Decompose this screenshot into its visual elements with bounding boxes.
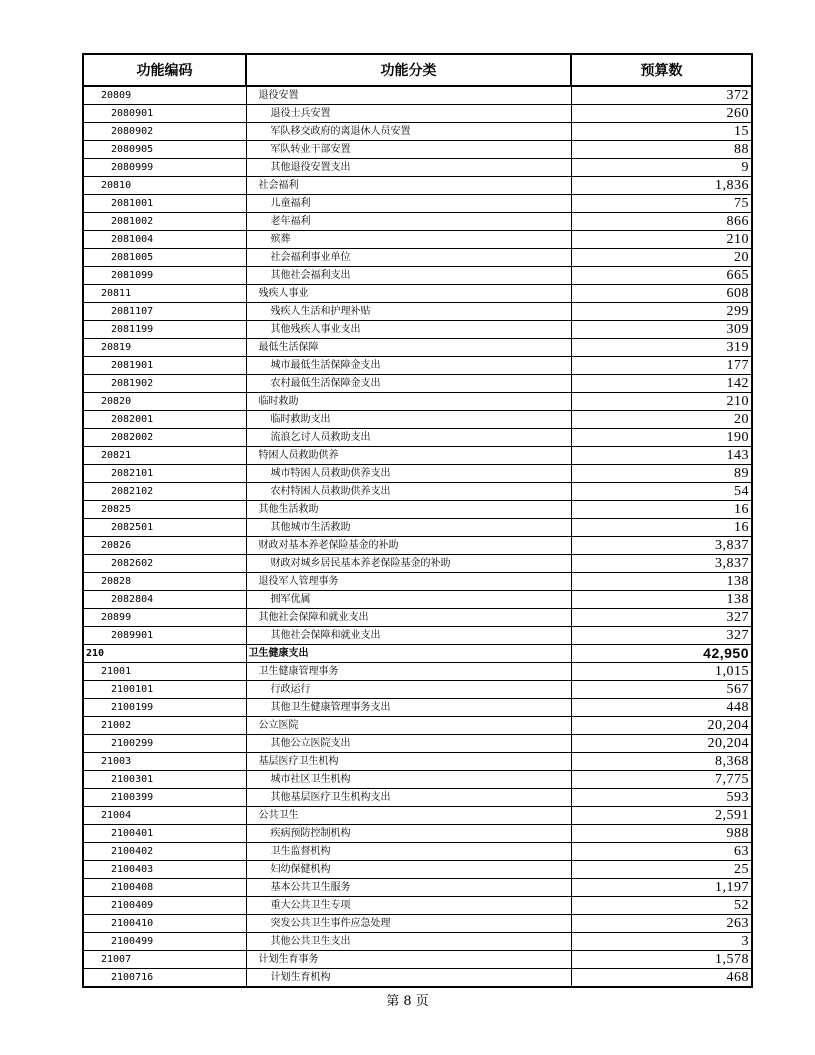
function-code-cell: 2082602	[83, 555, 246, 573]
budget-amount-cell: 468	[571, 969, 752, 988]
function-category-cell: 农村最低生活保障金支出	[246, 375, 571, 393]
function-code-cell: 2080999	[83, 159, 246, 177]
budget-amount-cell: 988	[571, 825, 752, 843]
budget-amount-cell: 9	[571, 159, 752, 177]
table-row	[83, 213, 752, 231]
table-row	[83, 879, 752, 897]
function-category-cell: 卫生健康支出	[246, 645, 571, 663]
table-row	[83, 86, 752, 105]
function-code-cell: 2080905	[83, 141, 246, 159]
budget-amount-cell: 75	[571, 195, 752, 213]
function-code-cell: 21001	[83, 663, 246, 681]
table-row	[83, 357, 752, 375]
budget-amount-cell: 63	[571, 843, 752, 861]
budget-amount-cell: 263	[571, 915, 752, 933]
function-code-cell: 2100403	[83, 861, 246, 879]
budget-amount-cell: 20	[571, 249, 752, 267]
function-category-cell: 公共卫生	[246, 807, 571, 825]
function-category-cell: 临时救助	[246, 393, 571, 411]
table-row	[83, 915, 752, 933]
budget-amount-cell: 142	[571, 375, 752, 393]
table-row	[83, 177, 752, 195]
budget-amount-cell: 3,837	[571, 555, 752, 573]
function-code-cell: 2080902	[83, 123, 246, 141]
budget-amount-cell: 665	[571, 267, 752, 285]
table-row	[83, 699, 752, 717]
function-category-cell: 妇幼保健机构	[246, 861, 571, 879]
function-category-cell: 财政对基本养老保险基金的补助	[246, 537, 571, 555]
function-category-cell: 流浪乞讨人员救助支出	[246, 429, 571, 447]
budget-amount-cell: 608	[571, 285, 752, 303]
budget-amount-cell: 327	[571, 627, 752, 645]
function-code-cell: 2082101	[83, 465, 246, 483]
function-category-cell: 残疾人生活和护理补贴	[246, 303, 571, 321]
function-category-cell: 基层医疗卫生机构	[246, 753, 571, 771]
budget-amount-cell: 866	[571, 213, 752, 231]
table-row	[83, 843, 752, 861]
function-code-cell: 2100399	[83, 789, 246, 807]
budget-amount-cell: 327	[571, 609, 752, 627]
function-category-cell: 临时救助支出	[246, 411, 571, 429]
function-category-cell: 其他社会福利支出	[246, 267, 571, 285]
function-category-cell: 退役士兵安置	[246, 105, 571, 123]
table-row	[83, 537, 752, 555]
budget-amount-cell: 190	[571, 429, 752, 447]
function-code-cell: 20820	[83, 393, 246, 411]
function-code-cell: 2082501	[83, 519, 246, 537]
function-category-cell: 其他公立医院支出	[246, 735, 571, 753]
table-row	[83, 717, 752, 735]
function-category-cell: 其他生活救助	[246, 501, 571, 519]
table-row	[83, 483, 752, 501]
table-row	[83, 627, 752, 645]
function-code-cell: 2082001	[83, 411, 246, 429]
table-row	[83, 411, 752, 429]
table-row	[83, 663, 752, 681]
budget-amount-cell: 20,204	[571, 717, 752, 735]
function-category-cell: 拥军优属	[246, 591, 571, 609]
budget-amount-cell: 2,591	[571, 807, 752, 825]
budget-amount-cell: 3	[571, 933, 752, 951]
budget-amount-cell: 567	[571, 681, 752, 699]
table-row	[83, 429, 752, 447]
table-body	[83, 86, 752, 987]
function-category-cell: 其他城市生活救助	[246, 519, 571, 537]
function-code-cell: 2081099	[83, 267, 246, 285]
table-row	[83, 753, 752, 771]
function-code-cell: 20899	[83, 609, 246, 627]
function-code-cell: 2081005	[83, 249, 246, 267]
table-row	[83, 897, 752, 915]
table-header-row	[83, 54, 752, 86]
budget-amount-cell: 20,204	[571, 735, 752, 753]
function-category-cell: 儿童福利	[246, 195, 571, 213]
budget-amount-cell: 15	[571, 123, 752, 141]
budget-amount-cell: 1,015	[571, 663, 752, 681]
function-code-cell: 2081902	[83, 375, 246, 393]
budget-amount-cell: 372	[571, 86, 752, 105]
function-code-cell: 2100199	[83, 699, 246, 717]
table-row	[83, 321, 752, 339]
table-row	[83, 249, 752, 267]
function-code-cell: 21004	[83, 807, 246, 825]
function-code-cell: 21003	[83, 753, 246, 771]
function-code-cell: 2100410	[83, 915, 246, 933]
function-code-cell: 20826	[83, 537, 246, 555]
table-row	[83, 393, 752, 411]
function-code-cell: 2100301	[83, 771, 246, 789]
function-code-cell: 2081199	[83, 321, 246, 339]
function-code-cell: 2100408	[83, 879, 246, 897]
table-row	[83, 825, 752, 843]
table-row	[83, 285, 752, 303]
budget-table	[82, 53, 753, 988]
function-category-cell: 特困人员救助供养	[246, 447, 571, 465]
table-row	[83, 681, 752, 699]
function-code-cell: 2081001	[83, 195, 246, 213]
function-category-cell: 军队转业干部安置	[246, 141, 571, 159]
function-category-cell: 卫生监督机构	[246, 843, 571, 861]
function-code-cell: 20811	[83, 285, 246, 303]
function-code-cell: 2081901	[83, 357, 246, 375]
function-category-cell: 残疾人事业	[246, 285, 571, 303]
function-category-cell: 退役安置	[246, 86, 571, 105]
function-category-cell: 公立医院	[246, 717, 571, 735]
function-category-cell: 计划生育事务	[246, 951, 571, 969]
function-category-cell: 殡葬	[246, 231, 571, 249]
function-category-cell: 其他残疾人事业支出	[246, 321, 571, 339]
table-row	[83, 105, 752, 123]
function-code-cell: 2100716	[83, 969, 246, 988]
function-category-cell: 最低生活保障	[246, 339, 571, 357]
table-row	[83, 141, 752, 159]
table-row	[83, 933, 752, 951]
budget-amount-cell: 210	[571, 393, 752, 411]
function-category-cell: 其他社会保障和就业支出	[246, 609, 571, 627]
function-category-cell: 计划生育机构	[246, 969, 571, 988]
table-row	[83, 969, 752, 988]
budget-amount-cell: 8,368	[571, 753, 752, 771]
budget-amount-cell: 25	[571, 861, 752, 879]
budget-amount-cell: 299	[571, 303, 752, 321]
function-code-cell: 20809	[83, 86, 246, 105]
table-row	[83, 771, 752, 789]
budget-amount-cell: 138	[571, 591, 752, 609]
function-category-cell: 社会福利	[246, 177, 571, 195]
budget-amount-cell: 177	[571, 357, 752, 375]
function-code-cell: 2082102	[83, 483, 246, 501]
table-row	[83, 951, 752, 969]
table-row	[83, 609, 752, 627]
budget-amount-cell: 54	[571, 483, 752, 501]
function-code-cell: 2100499	[83, 933, 246, 951]
function-category-cell: 财政对城乡居民基本养老保险基金的补助	[246, 555, 571, 573]
function-category-cell: 城市最低生活保障金支出	[246, 357, 571, 375]
function-category-cell: 突发公共卫生事件应急处理	[246, 915, 571, 933]
function-category-cell: 其他社会保障和就业支出	[246, 627, 571, 645]
table-row	[83, 555, 752, 573]
function-category-cell: 行政运行	[246, 681, 571, 699]
function-category-cell: 老年福利	[246, 213, 571, 231]
table-row	[83, 339, 752, 357]
function-category-cell: 退役军人管理事务	[246, 573, 571, 591]
budget-amount-cell: 20	[571, 411, 752, 429]
table-row	[83, 123, 752, 141]
budget-sheet	[82, 53, 751, 988]
budget-amount-cell: 319	[571, 339, 752, 357]
table-row	[83, 789, 752, 807]
table-row	[83, 735, 752, 753]
function-category-cell: 基本公共卫生服务	[246, 879, 571, 897]
function-category-cell: 社会福利事业单位	[246, 249, 571, 267]
function-category-cell: 疾病预防控制机构	[246, 825, 571, 843]
function-code-cell: 2100402	[83, 843, 246, 861]
budget-amount-cell: 16	[571, 501, 752, 519]
table-row	[83, 645, 752, 663]
budget-amount-cell: 1,578	[571, 951, 752, 969]
function-code-cell: 2082002	[83, 429, 246, 447]
table-row	[83, 159, 752, 177]
table-row	[83, 573, 752, 591]
function-code-cell: 2089901	[83, 627, 246, 645]
header-budget-amount: 预算数	[571, 54, 752, 86]
table-row	[83, 231, 752, 249]
function-code-cell: 2082804	[83, 591, 246, 609]
table-row	[83, 195, 752, 213]
budget-amount-cell: 88	[571, 141, 752, 159]
budget-amount-cell: 7,775	[571, 771, 752, 789]
page-number: 第 8 页	[386, 994, 429, 1009]
budget-amount-cell: 138	[571, 573, 752, 591]
budget-amount-cell: 448	[571, 699, 752, 717]
table-row	[83, 591, 752, 609]
function-code-cell: 21007	[83, 951, 246, 969]
table-row	[83, 807, 752, 825]
budget-amount-cell: 3,837	[571, 537, 752, 555]
function-code-cell: 20821	[83, 447, 246, 465]
function-category-cell: 重大公共卫生专项	[246, 897, 571, 915]
function-code-cell: 2081107	[83, 303, 246, 321]
table-row	[83, 447, 752, 465]
table-row	[83, 501, 752, 519]
budget-amount-cell: 593	[571, 789, 752, 807]
table-row	[83, 303, 752, 321]
budget-amount-cell: 89	[571, 465, 752, 483]
budget-amount-cell: 52	[571, 897, 752, 915]
table-row	[83, 465, 752, 483]
budget-amount-cell: 260	[571, 105, 752, 123]
budget-amount-cell: 16	[571, 519, 752, 537]
function-code-cell: 2100299	[83, 735, 246, 753]
function-category-cell: 其他基层医疗卫生机构支出	[246, 789, 571, 807]
table-row	[83, 375, 752, 393]
function-code-cell: 2100101	[83, 681, 246, 699]
function-category-cell: 农村特困人员救助供养支出	[246, 483, 571, 501]
function-category-cell: 卫生健康管理事务	[246, 663, 571, 681]
function-code-cell: 2081002	[83, 213, 246, 231]
function-code-cell: 2080901	[83, 105, 246, 123]
function-code-cell: 20810	[83, 177, 246, 195]
function-category-cell: 其他卫生健康管理事务支出	[246, 699, 571, 717]
budget-amount-cell: 309	[571, 321, 752, 339]
function-category-cell: 城市社区卫生机构	[246, 771, 571, 789]
function-code-cell: 20825	[83, 501, 246, 519]
function-category-cell: 城市特困人员救助供养支出	[246, 465, 571, 483]
function-code-cell: 210	[83, 645, 246, 663]
budget-amount-cell: 1,836	[571, 177, 752, 195]
function-code-cell: 21002	[83, 717, 246, 735]
budget-amount-cell: 1,197	[571, 879, 752, 897]
budget-amount-cell: 210	[571, 231, 752, 249]
function-code-cell: 20819	[83, 339, 246, 357]
table-row	[83, 267, 752, 285]
function-category-cell: 其他退役安置支出	[246, 159, 571, 177]
function-category-cell: 军队移交政府的离退休人员安置	[246, 123, 571, 141]
budget-amount-cell: 42,950	[571, 645, 752, 663]
budget-amount-cell: 143	[571, 447, 752, 465]
table-row	[83, 861, 752, 879]
header-function-code: 功能编码	[83, 54, 246, 86]
function-category-cell: 其他公共卫生支出	[246, 933, 571, 951]
table-row	[83, 519, 752, 537]
function-code-cell: 2100401	[83, 825, 246, 843]
function-code-cell: 2100409	[83, 897, 246, 915]
function-code-cell: 2081004	[83, 231, 246, 249]
function-code-cell: 20828	[83, 573, 246, 591]
header-function-category: 功能分类	[246, 54, 571, 86]
